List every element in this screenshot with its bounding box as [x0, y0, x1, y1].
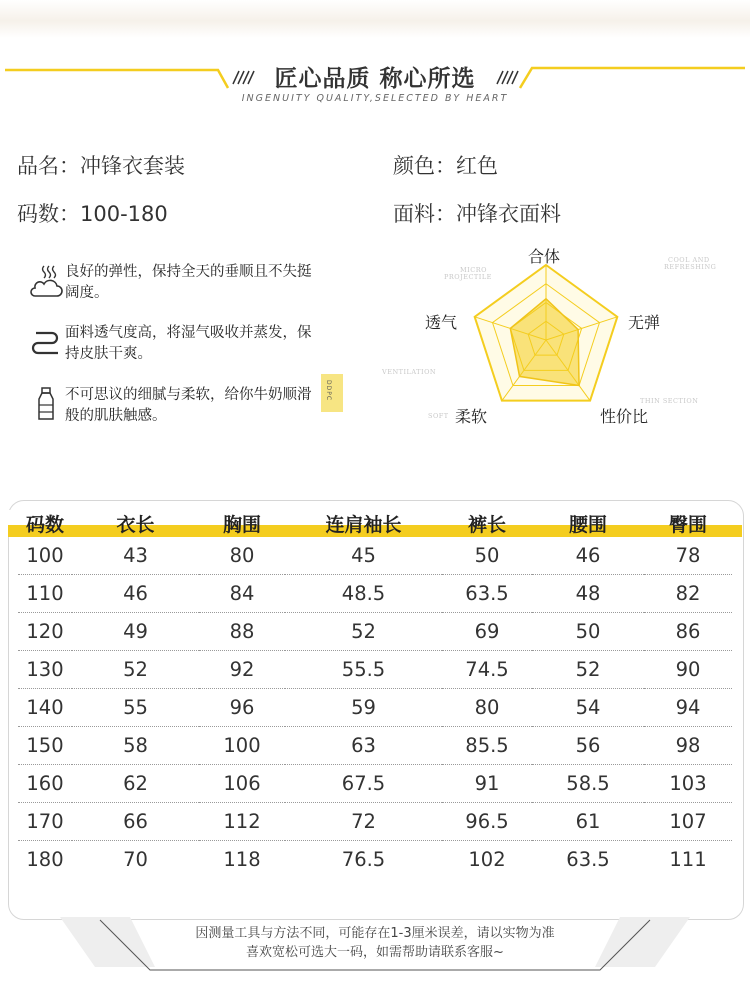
cell: 58.5 — [532, 765, 644, 803]
size-table — [18, 510, 732, 878]
cell: 150 — [18, 727, 72, 765]
cell: 107 — [644, 803, 732, 841]
table-row — [18, 727, 732, 765]
table-row — [18, 575, 732, 613]
product-color: 颜色：红色 — [393, 154, 498, 178]
cell: 96 — [199, 689, 285, 727]
cell: 84 — [199, 575, 285, 613]
cell: 160 — [18, 765, 72, 803]
cell: 111 — [644, 841, 732, 879]
footer-note-line1: 因测量工具与方法不同，可能存在1-3厘米误差，请以实物为准 — [195, 926, 555, 941]
faint-label: VENTILATION — [382, 368, 437, 376]
footer-note-line2: 喜欢宽松可选大一码，如需帮助请联系客服~ — [246, 945, 504, 960]
cell: 118 — [199, 841, 285, 879]
cell: 82 — [644, 575, 732, 613]
cell: 59 — [285, 689, 442, 727]
header-waist: 腰围 — [568, 514, 607, 536]
product-name: 品名：冲锋衣套装 — [17, 154, 185, 178]
table-body — [18, 537, 732, 878]
faint-label: PROJECTILE — [444, 273, 492, 281]
cell: 63.5 — [442, 575, 532, 613]
cell: 130 — [18, 651, 72, 689]
cell: 74.5 — [442, 651, 532, 689]
cell: 78 — [675, 544, 701, 567]
cell: 100 — [26, 544, 64, 567]
faint-label: THIN SECTION — [640, 397, 699, 405]
table-row — [18, 689, 732, 727]
cell: 56 — [532, 727, 644, 765]
header-chest: 胸围 — [222, 514, 261, 536]
table-row — [18, 803, 732, 841]
cell: 66 — [72, 803, 199, 841]
table-row — [18, 613, 732, 651]
header-length: 衣长 — [116, 514, 155, 536]
table-header-row — [18, 510, 732, 537]
cell: 70 — [72, 841, 199, 879]
cell: 63.5 — [532, 841, 644, 879]
feature-text: 良好的弹性，保持全天的垂顺且不失挺阔度。 — [65, 264, 312, 301]
vertical-tag-text: DDPC — [325, 380, 332, 402]
cell: 67.5 — [285, 765, 442, 803]
cell: 86 — [644, 613, 732, 651]
faint-label: REFRESHING — [664, 263, 717, 271]
cell: 76.5 — [285, 841, 442, 879]
cell: 48.5 — [285, 575, 442, 613]
cell: 170 — [18, 803, 72, 841]
header-subtitle: INGENUITY QUALITY,SELECTED BY HEART — [241, 93, 509, 104]
cell: 102 — [442, 841, 532, 879]
header-size: 码数 — [25, 514, 64, 536]
product-sizes: 码数：100-180 — [17, 202, 168, 226]
cell: 110 — [18, 575, 72, 613]
feature-text: 不可思议的细腻与柔软，给你牛奶顺滑般的肌肤触感。 — [65, 387, 312, 424]
cell: 63 — [285, 727, 442, 765]
cell: 61 — [532, 803, 644, 841]
cell: 50 — [532, 613, 644, 651]
cell: 94 — [644, 689, 732, 727]
radar-label-breathable: 透气 — [425, 313, 458, 332]
cell: 96.5 — [442, 803, 532, 841]
cell: 50 — [474, 544, 500, 567]
cell: 52 — [72, 651, 199, 689]
cell: 120 — [18, 613, 72, 651]
cell: 43 — [123, 544, 148, 567]
cell: 54 — [532, 689, 644, 727]
faint-label: MICRO — [460, 266, 487, 274]
cell: 91 — [442, 765, 532, 803]
cell: 62 — [72, 765, 199, 803]
table-row — [18, 651, 732, 689]
cell: 92 — [199, 651, 285, 689]
cell: 103 — [644, 765, 732, 803]
radar-label-nonstretch: 无弹 — [628, 313, 661, 332]
cell: 55 — [72, 689, 199, 727]
table-row — [18, 841, 732, 879]
header-sleeve: 连肩袖长 — [325, 514, 402, 536]
cell: 106 — [199, 765, 285, 803]
product-fabric: 面料：冲锋衣面料 — [393, 202, 561, 226]
cell: 58 — [72, 727, 199, 765]
cell: 45 — [351, 544, 376, 567]
faint-label: SOFT — [428, 412, 449, 420]
cell: 90 — [644, 651, 732, 689]
table-row — [18, 537, 732, 575]
cell: 98 — [644, 727, 732, 765]
cell: 85.5 — [442, 727, 532, 765]
feature-text: 面料透气度高，将湿气吸收并蒸发，保持皮肤干爽。 — [65, 325, 312, 362]
cell: 48 — [532, 575, 644, 613]
cell: 52 — [285, 613, 442, 651]
cell: 100 — [199, 727, 285, 765]
radar-label-soft: 柔软 — [455, 407, 488, 426]
radar-label-fit: 合体 — [528, 247, 561, 266]
table-row — [18, 765, 732, 803]
cell: 88 — [199, 613, 285, 651]
cell: 49 — [72, 613, 199, 651]
faint-label: COOL AND — [668, 256, 710, 264]
cell: 52 — [532, 651, 644, 689]
cell: 80 — [442, 689, 532, 727]
header-pants: 裤长 — [467, 514, 506, 536]
cell: 46 — [72, 575, 199, 613]
cell: 140 — [18, 689, 72, 727]
radar-label-value: 性价比 — [600, 407, 649, 426]
cell: 180 — [18, 841, 72, 879]
header-hip: 臀围 — [668, 514, 707, 536]
cell: 72 — [285, 803, 442, 841]
cell: 69 — [442, 613, 532, 651]
cell: 46 — [575, 544, 601, 567]
cell: 112 — [199, 803, 285, 841]
header-title: 匠心品质 称心所选 — [274, 66, 476, 92]
cell: 80 — [229, 544, 255, 567]
cell: 55.5 — [285, 651, 442, 689]
